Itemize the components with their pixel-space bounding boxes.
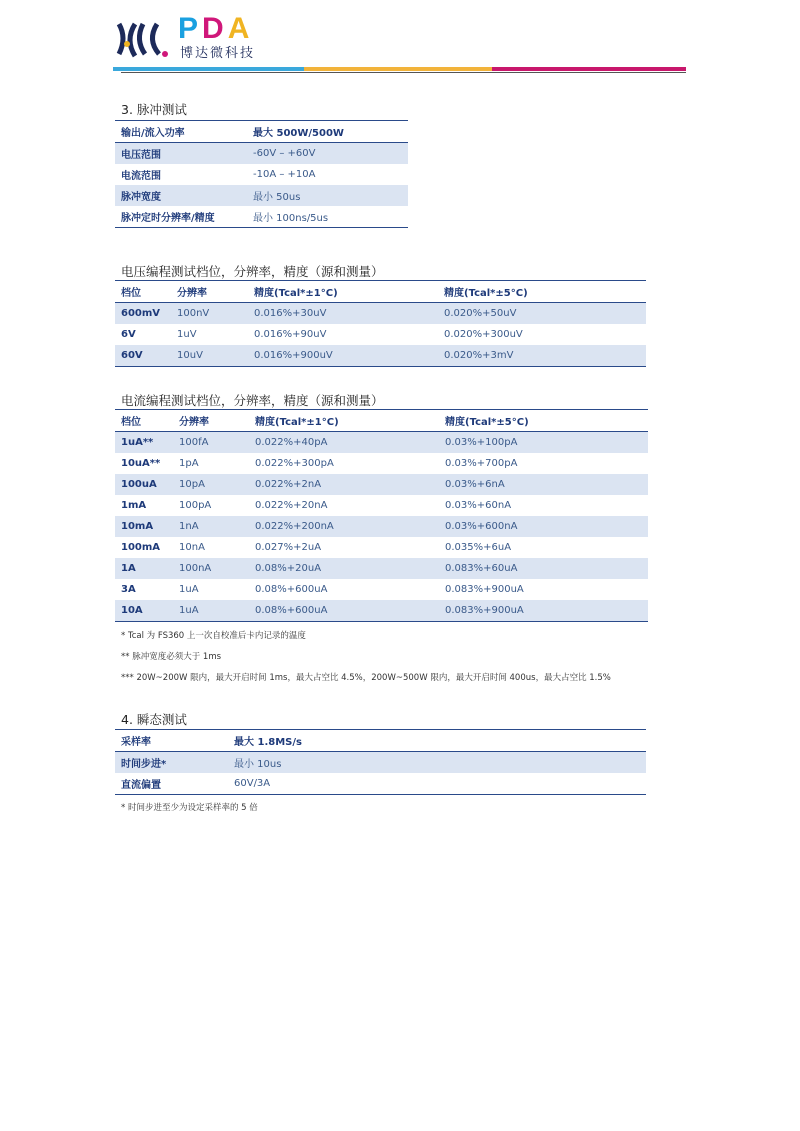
pulse-section-title: 3. 脉冲测试 <box>121 102 187 117</box>
row-label: 直流偏置 <box>121 780 161 791</box>
row-value: 0.016%+900uV <box>248 345 438 367</box>
voltage-header-cell: 分辨率 <box>171 281 248 303</box>
row-label: 100uA <box>115 474 173 495</box>
voltage-header-cell: 档位 <box>115 281 171 303</box>
footnote-time-step: * 时间步进至少为设定采样率的 5 倍 <box>121 803 258 813</box>
row-value: 0.022%+20nA <box>255 500 328 511</box>
row-label: 电压范围 <box>115 143 247 165</box>
row-value: 0.022%+40pA <box>249 432 439 454</box>
row-label: 10uA** <box>121 458 161 469</box>
row-value: 0.022%+300pA <box>255 458 334 469</box>
row-value: 1uA <box>179 584 199 595</box>
row-label: 60V <box>115 345 171 367</box>
page-header <box>0 0 800 80</box>
table-row <box>115 495 648 516</box>
table-row <box>115 773 646 795</box>
table-row <box>115 164 408 185</box>
row-value: 0.08%+20uA <box>249 558 439 579</box>
row-label: 1A <box>115 558 173 579</box>
table-row <box>115 206 408 228</box>
table-row <box>115 579 648 600</box>
row-value: 100nA <box>173 558 249 579</box>
current-header-cell: 精度(Tcal*±1°C) <box>249 410 439 432</box>
row-value: 0.022%+200nA <box>249 516 439 537</box>
footnote-tcal: * Tcal 为 FS360 上一次自校准后卡内记录的温度 <box>121 631 306 641</box>
current-table <box>115 409 648 622</box>
row-value: 最大 1.8MS/s <box>228 730 646 752</box>
table-row <box>115 558 648 579</box>
row-value: 最大 500W/500W <box>247 121 408 143</box>
row-value: 1nA <box>173 516 249 537</box>
row-label: 3A <box>121 584 136 595</box>
voltage-section-title: 电压编程测试档位，分辨率，精度（源和测量） <box>121 264 384 279</box>
current-header-cell: 档位 <box>115 410 173 432</box>
table-row <box>115 516 648 537</box>
bar-pink <box>492 67 686 71</box>
row-value: 0.083%+900uA <box>439 600 648 622</box>
header-divider <box>121 72 686 73</box>
transient-section-title: 4. 瞬态测试 <box>121 712 187 727</box>
row-value: 100pA <box>179 500 212 511</box>
row-value: 最小 10us <box>228 752 646 774</box>
row-value: 0.022%+2nA <box>249 474 439 495</box>
footnote-power-limits: *** 20W~200W 限内，最大开启时间 1ms，最大占空比 4.5%，200W~500W 限内，最大开启时间 400us，最大占空比 1.5% <box>121 673 611 683</box>
row-value: 0.020%+3mV <box>438 345 646 367</box>
row-value: 0.03%+700pA <box>445 458 518 469</box>
table-row <box>115 143 408 165</box>
row-label: 6V <box>121 329 136 340</box>
table-row <box>115 432 648 454</box>
row-value: 0.083%+900uA <box>445 584 524 595</box>
row-value: 0.08%+600uA <box>249 600 439 622</box>
company-name: 博达微科技 <box>180 46 256 61</box>
table-row <box>115 185 408 206</box>
row-value: 0.03%+100pA <box>439 432 648 454</box>
row-value: -60V – +60V <box>247 143 408 165</box>
row-value: 最小 100ns/5us <box>253 213 329 224</box>
voltage-header-row <box>115 281 646 303</box>
row-value: 0.08%+600uA <box>255 584 328 595</box>
row-label: 电流范围 <box>121 171 161 182</box>
bar-yellow <box>304 67 492 71</box>
table-row <box>115 121 408 143</box>
table-row <box>115 453 648 474</box>
bar-blue <box>113 67 304 71</box>
row-value: 100fA <box>173 432 249 454</box>
table-row <box>115 730 646 752</box>
row-value: 60V/3A <box>234 778 271 789</box>
table-row <box>115 752 646 774</box>
transient-table <box>115 729 646 795</box>
row-value: 10nA <box>179 542 205 553</box>
row-label: 1uA** <box>115 432 173 454</box>
row-value: 1uA <box>173 600 249 622</box>
row-value: 0.035%+6uA <box>445 542 512 553</box>
row-label: 10A <box>115 600 173 622</box>
current-header-cell: 精度(Tcal*±5°C) <box>439 410 648 432</box>
row-label: 10mA <box>115 516 173 537</box>
row-value: 0.027%+2uA <box>255 542 322 553</box>
row-value: 0.083%+60uA <box>439 558 648 579</box>
footnote-pulse-width: ** 脉冲宽度必须大于 1ms <box>121 652 222 662</box>
header-color-bar <box>113 67 686 73</box>
row-value: 0.03%+600nA <box>439 516 648 537</box>
table-row <box>115 474 648 495</box>
row-value: 100nV <box>171 303 248 325</box>
current-section-title: 电流编程测试档位，分辨率，精度（源和测量） <box>121 393 384 408</box>
pulse-table <box>115 120 408 228</box>
table-row <box>115 345 646 367</box>
table-row <box>115 303 646 325</box>
table-row <box>115 537 648 558</box>
row-value: 0.016%+90uV <box>254 329 327 340</box>
row-value: 0.016%+30uV <box>248 303 438 325</box>
row-value: 1uV <box>177 329 197 340</box>
row-value: 0.03%+60nA <box>445 500 512 511</box>
table-row <box>115 324 646 345</box>
row-label: 100mA <box>121 542 161 553</box>
current-header-row <box>115 410 648 432</box>
row-value: 0.020%+300uV <box>444 329 523 340</box>
voltage-header-cell: 精度(Tcal*±1°C) <box>248 281 438 303</box>
row-value: 0.020%+50uV <box>438 303 646 325</box>
voltage-table <box>115 280 646 367</box>
row-value: -10A – +10A <box>253 169 316 180</box>
voltage-header-cell: 精度(Tcal*±5°C) <box>438 281 646 303</box>
row-value: 最小 50us <box>247 185 408 206</box>
company-logo-icon <box>113 14 173 62</box>
row-label: 600mV <box>115 303 171 325</box>
row-label: 1mA <box>121 500 147 511</box>
table-row <box>115 600 648 622</box>
row-value: 10uV <box>171 345 248 367</box>
row-label: 采样率 <box>115 730 228 752</box>
row-label: 时间步进* <box>115 752 228 774</box>
row-value: 1pA <box>179 458 199 469</box>
logo-wordmark: PDA <box>178 12 254 45</box>
row-label: 输出/流入功率 <box>115 121 247 143</box>
row-value: 10pA <box>173 474 249 495</box>
row-value: 0.03%+6nA <box>439 474 648 495</box>
current-header-cell: 分辨率 <box>173 410 249 432</box>
row-label: 脉冲宽度 <box>115 185 247 206</box>
row-label: 脉冲定时分辨率/精度 <box>121 213 215 224</box>
